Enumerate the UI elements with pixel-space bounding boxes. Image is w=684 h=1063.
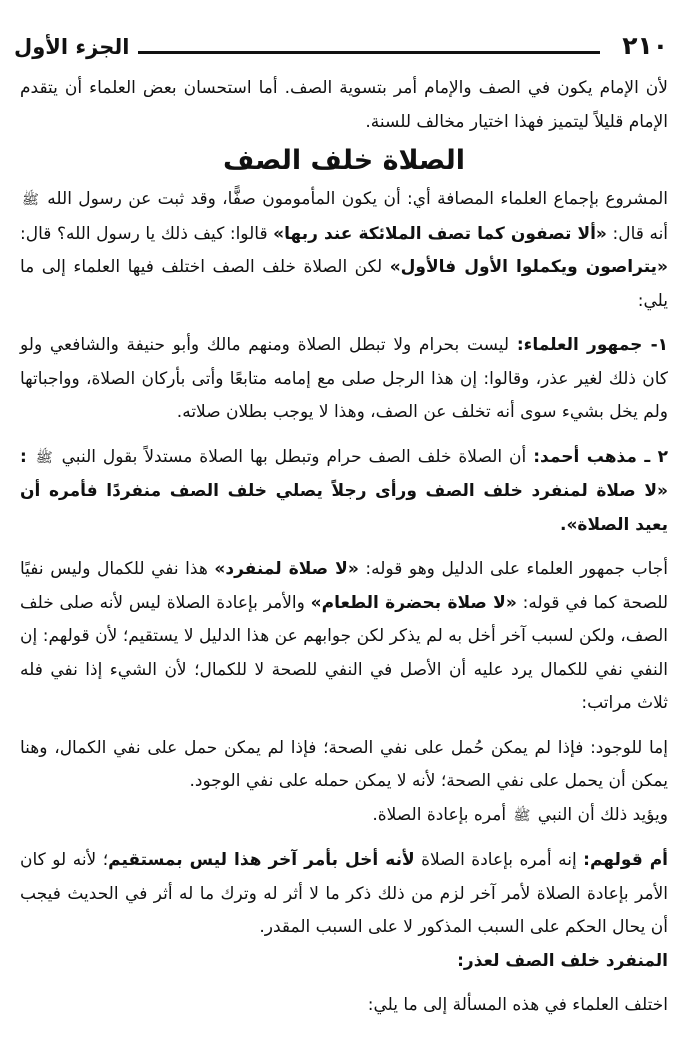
section-title: الصلاة خلف الصف (222, 145, 466, 176)
paragraph-lining-rows (20, 183, 668, 318)
paragraph-levels: إما للوجود: فإذا لم يمكن حُمل على نفي الصحة؛ فإذا لم يمكن حمل على نفي الكمال، وهنا يمكن أن يحمل على نفي الصحة؛ لأنه لا يمكن حمله على نفي الوجود. (20, 737, 668, 791)
text: ويؤيد ذلك أن النبي (537, 804, 668, 825)
paragraph-ahmad-view (20, 441, 668, 543)
item-label: ١- جمهور العلماء: (516, 335, 669, 355)
item-label: ٢ ـ مذهب أحمد: (533, 446, 669, 467)
text: أنه قال: (612, 223, 669, 244)
text: ؛ لأنه لو كان الأمر بإعادة الصلاة لأمر آخر لزم من ذلك ذكر ما لا أثر له وترك ما له أثر في الحديث فيجب أن يحال الحكم على السبب المذكور لا على السبب المقدر. (20, 850, 668, 937)
page-body (20, 72, 668, 1023)
item-label: أم قولهم: (583, 850, 668, 870)
paragraph-support (20, 799, 668, 834)
paragraph-intro: لأن الإمام يكون في الصف والإمام أمر بتسوية الصف. أما استحسان بعض العلماء أن يتقدم الإمام قليلاً ليتميز فهذا اختيار مخالف للسنة. (20, 78, 668, 132)
text: إنه أمره بإعادة الصلاة (421, 850, 577, 870)
paragraph-majority-view (20, 329, 668, 430)
page-header (14, 30, 668, 64)
subheading: المنفرد خلف الصف لعذر: (457, 950, 668, 971)
text: أن الصلاة خلف الصف حرام وتبطل بها الصلاة مستدلاً بقول النبي (61, 446, 527, 467)
paragraph-response (20, 553, 668, 721)
text: لكن الصلاة خلف الصف اختلف فيها العلماء إلى ما يلي: (20, 257, 668, 311)
text: ليست بحرام ولا تبطل الصلاة ومنهم مالك وأبو حنيفة والشافعي ولو كان ذلك لغير عذر، وقالوا: إن هذا الرجل صلى مع إمامه متابعًا وأتى بأركان الصلاة، وواجباتها ولم يخل بشيء سوى أنه تخلف عن الصف، وهذا لا يوجب بطلان صلاته. (20, 335, 668, 422)
salutation-symbol: ﷺ (22, 192, 39, 208)
text: أمره بإعادة الصلاة. (372, 804, 507, 825)
hadith-quote: : «لا صلاة لمنفرد خلف الصف ورأى رجلاً يصلي خلف الصف منفردًا فأمره أن يعيد الصلاة». (20, 446, 668, 535)
text: والأمر بإعادة الصلاة ليس لأنه صلى خلف الصف، ولكن لسبب آخر أخل به لم يذكر لكن جوابهم عن هذا الدليل لا يستقيم؛ لأن قولهم: إن النفي نفي للكمال يرد عليه أن الأصل في النفي للصحة لا للكمال؛ لأن الشيء إذا نفي فله ثلاث مراتب: (20, 592, 668, 713)
hadith-quote: «ألا تصفون كما تصف الملائكة عند ربها» (273, 223, 607, 244)
paragraph-final: اختلف العلماء في هذه المسألة إلى ما يلي: (367, 995, 668, 1015)
hadith-quote: «يتراصون ويكملوا الأول فالأول» (389, 257, 668, 277)
part-title: الجزء الأول (14, 35, 130, 59)
text: أجاب جمهور العلماء على الدليل وهو قوله: (365, 559, 669, 579)
page-number: ٢١٠ (622, 31, 668, 60)
text: المشروع بإجماع العلماء المصافة أي: أن يكون المأمومون صفًّا، وقد ثبت عن رسول الله (47, 189, 669, 209)
text: قالوا: كيف ذلك يا رسول الله؟ قال: (20, 223, 268, 244)
header-rule (138, 51, 600, 54)
hadith-quote: «لا صلاة لمنفرد» (214, 559, 359, 579)
paragraph-rebuttal (20, 844, 668, 945)
salutation-symbol: ﷺ (513, 807, 531, 824)
emphasis-text: لأنه أخل بأمر آخر هذا ليس بمستقيم (108, 850, 415, 870)
hadith-quote: «لا صلاة بحضرة الطعام» (310, 592, 517, 613)
salutation-symbol: ﷺ (35, 449, 53, 466)
text: هذا نفي للكمال وليس نفيًا للصحة كما في قوله: (20, 559, 668, 613)
